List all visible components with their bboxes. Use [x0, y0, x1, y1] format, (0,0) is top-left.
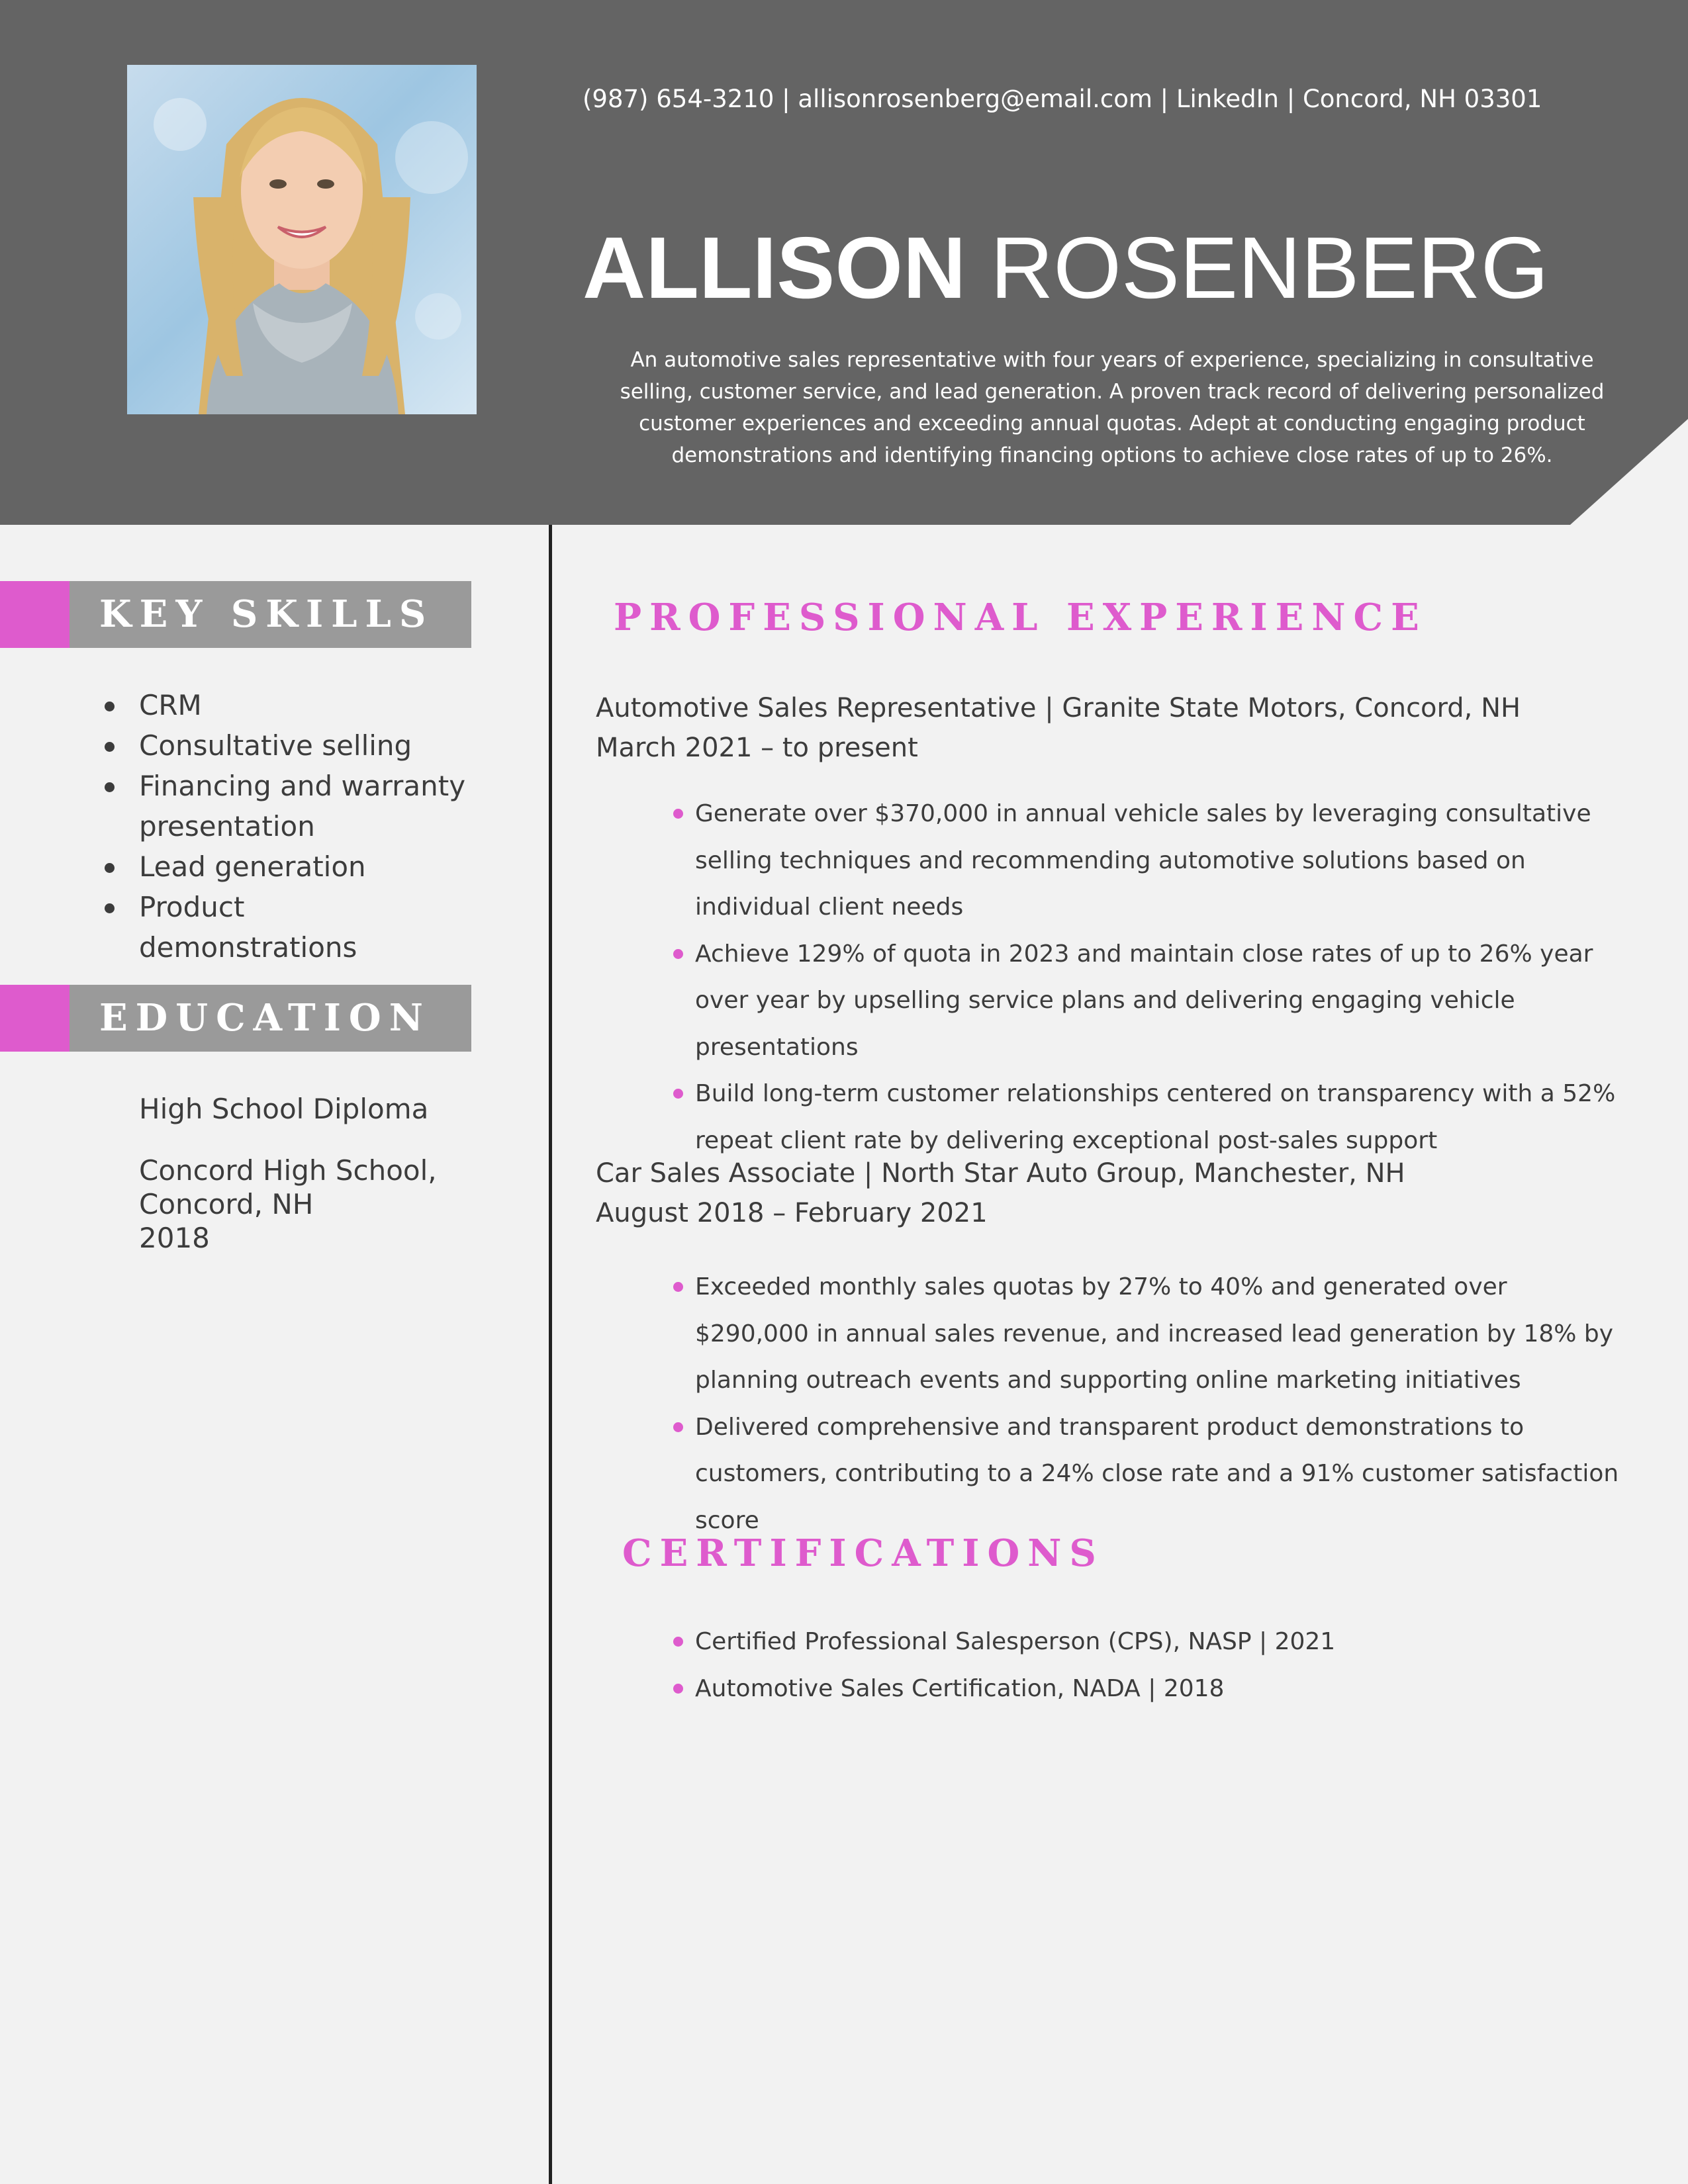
- column-divider: [549, 525, 552, 2184]
- education-degree: High School Diploma: [139, 1093, 429, 1125]
- profile-photo: [127, 65, 477, 414]
- education-heading: [0, 985, 471, 1052]
- education-location: Concord, NH: [139, 1188, 314, 1220]
- job-bullet: Delivered comprehensive and transparent product demonstrations to customers, contributing to a 24% close rate and a 91% customer satisfaction score: [695, 1404, 1622, 1545]
- job-title: Automotive Sales Representative | Granite State Motors, Concord, NH: [596, 693, 1521, 723]
- job-bullet: Build long-term customer relationships centered on transparency with a 52% repeat client rate by delivering exceptional post-sales support: [695, 1071, 1622, 1164]
- key-skills-title: KEY SKILLS: [99, 592, 434, 636]
- candidate-name: [583, 218, 1549, 318]
- profile-summary: An automotive sales representative with four years of experience, specializing in consultative selling, customer service, and lead generation. A proven track record of delivering personalized customer experiences and exceeding annual quotas. Adept at conducting engaging product demonstrations and identifying financing options to achieve close rates of up to 26%.: [620, 348, 1605, 467]
- job-title: Car Sales Associate | North Star Auto Group, Manchester, NH: [596, 1158, 1405, 1189]
- first-name: ALLISON: [583, 219, 966, 316]
- certification-item: Automotive Sales Certification, NADA | 2018: [695, 1666, 1622, 1713]
- key-skills-heading: [0, 581, 471, 648]
- skill-item: CRM: [99, 685, 470, 725]
- certification-item: Certified Professional Salesperson (CPS), NASP | 2021: [695, 1619, 1622, 1666]
- certifications-heading: CERTIFICATIONS: [622, 1531, 1104, 1575]
- heading-accent-block: [0, 985, 70, 1052]
- job-bullet: Generate over $370,000 in annual vehicle sales by leveraging consultative selling techniques and recommending automotive solutions based on individual client needs: [695, 791, 1622, 931]
- heading-accent-block: [0, 581, 70, 648]
- last-name: ROSENBERG: [990, 219, 1549, 316]
- skill-item: Product demonstrations: [99, 887, 470, 968]
- job-bullet: Exceeded monthly sales quotas by 27% to 40% and generated over $290,000 in annual sales revenue, and increased lead generation by 18% by planning outreach events and supporting online marketing initiatives: [695, 1264, 1622, 1404]
- education-school: Concord High School,: [139, 1154, 437, 1187]
- job-dates: August 2018 – February 2021: [596, 1198, 988, 1228]
- job-bullets: [695, 791, 1622, 1164]
- job-dates: March 2021 – to present: [596, 733, 918, 763]
- certifications-list: [695, 1619, 1622, 1712]
- skill-item: Lead generation: [99, 846, 470, 887]
- education-title: EDUCATION: [99, 996, 431, 1040]
- job-bullet: Achieve 129% of quota in 2023 and maintain close rates of up to 26% year over year by upselling service plans and delivering engaging vehicle presentations: [695, 931, 1622, 1071]
- skill-item: Consultative selling: [99, 725, 470, 766]
- experience-heading: PROFESSIONAL EXPERIENCE: [614, 596, 1427, 639]
- contact-line: (987) 654-3210 | allisonrosenberg@email.com | LinkedIn | Concord, NH 03301: [583, 85, 1542, 113]
- education-year: 2018: [139, 1222, 210, 1254]
- job-bullets: [695, 1264, 1622, 1544]
- skill-item: Financing and warranty presentation: [99, 766, 470, 846]
- portrait-illustration: [127, 65, 477, 414]
- skills-list: [99, 685, 470, 968]
